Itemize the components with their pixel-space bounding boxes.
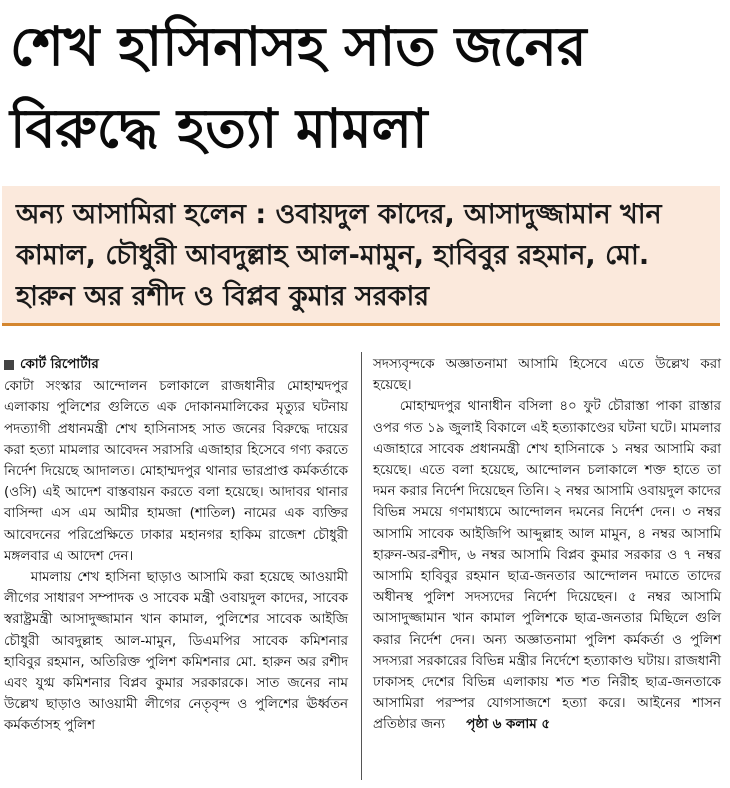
continued-on-page-marker: পৃষ্ঠা ৬ কলাম ৫ bbox=[466, 717, 551, 733]
deck-box bbox=[2, 186, 720, 326]
headline-line-2: বিরুদ্ধে হত্যা মামলা bbox=[10, 97, 428, 160]
body-paragraph-text: মোহাম্মদপুর থানাধীন বসিলা ৪০ ফুট চৌরাস্তা পাকা রাস্তার ওপর গত ১৯ জুলাই বিকালে এই হত্যাকাণ্ডের ঘটনা ঘটে। মামলার এজাহারে সাবেক প্রধানমন্ত্রী শেখ হাসিনাকে ১ নম্বর আসামি করা হয়েছে। এতে বলা হয়েছে, আন্দোলন চলাকালে শক্ত হাতে তা দমন করার নির্দেশ দিয়েছেন তিনি। ২ নম্বর আসামি ওবায়দুল কাদের বিভিন্ন সময়ে গণমাধ্যমে আন্দোলন দমনের নির্দেশ দেন। ৩ নম্বর আসামি সাবেক আইজিপি আব্দুল্লাহ আল মামুন, ৪ নম্বর আসামি হারুন-অর-রশীদ, ৬ নম্বর আসামি বিপ্লব কুমার সরকার ও ৭ নম্বর আসামি হাবিবুর রহমান ছাত্র-জনতার আন্দোলন দমাতে তাদের অধীনস্থ পুলিশ সদস্যদের নির্দেশ দিয়েছেন। ৫ নম্বর আসামি আসাদুজ্জামান খান কামাল পুলিশকে ছাত্র-জনতার মিছিলে গুলি করার নির্দেশ দেন। অন্য অজ্ঞাতনামা পুলিশ কর্মকর্তা ও পুলিশ সদস্যরা সরকারের বিভিন্ন মন্ত্রীর নির্দেশে হত্যাকাণ্ড ঘটায়। রাজধানী ঢাকাসহ দেশের বিভিন্ন এলাকায় শত শত নিরীহ ছাত্র-জনতাকে আসামিরা পরস্পর যোগসাজশে হত্যা করে। আইনের শাসন প্রতিষ্ঠার জন্য bbox=[373, 399, 721, 733]
headline-block bbox=[0, 0, 730, 180]
body-paragraph bbox=[373, 396, 721, 735]
headline-line-1: শেখ হাসিনাসহ সাত জনের bbox=[10, 15, 587, 78]
byline-label: কোর্ট রিপোর্টার bbox=[20, 357, 99, 372]
column-divider bbox=[361, 352, 362, 780]
body-paragraph: সদস্যবৃন্দকে অজ্ঞাতনামা আসামি হিসেবে এতে উল্লেখ করা হয়েছে। bbox=[373, 357, 721, 394]
square-bullet-icon bbox=[4, 360, 14, 370]
article-column-left bbox=[4, 354, 348, 737]
body-paragraph: কোটা সংস্কার আন্দোলন চলাকালে রাজধানীর মোহাম্মদপুর এলাকায় পুলিশের গুলিতে এক দোকানমালিকের মৃত্যুর ঘটনায় পদত্যাগী প্রধানমন্ত্রী শেখ হাসিনাসহ সাত জনের বিরুদ্ধে দায়ের করা হত্যা মামলার আবেদন সরাসরি এজাহার হিসেবে গণ্য করতে নির্দেশ দিয়েছে আদালত। মোহাম্মদপুর থানার ভারপ্রাপ্ত কর্মকর্তাকে (ওসি) এই আদেশ বাস্তবায়ন করতে বলা হয়েছে। আদাবর থানার বাসিন্দা এস এম আমীর হামজা (শাতিল) নামের এক ব্যক্তির আবেদনের পরিপ্রেক্ষিতে ঢাকার মহানগর হাকিম রাজেশ চৌধুরী মঙ্গলবার এ আদেশ দেন। bbox=[4, 379, 348, 564]
deck-text: অন্য আসামিরা হলেন : ওবায়দুল কাদের, আসাদুজ্জামান খান কামাল, চৌধুরী আবদুল্লাহ আল-মামুন, হাবিবুর রহমান, মো. হারুন অর রশীদ ও বিপ্লব কুমার সরকার bbox=[16, 199, 662, 312]
body-paragraph: মামলায় শেখ হাসিনা ছাড়াও আসামি করা হয়েছে আওয়ামী লীগের সাধারণ সম্পাদক ও সাবেক মন্ত্রী ওবায়দুল কাদের, সাবেক স্বরাষ্ট্রমন্ত্রী আসাদুজ্জামান খান কামাল, পুলিশের সাবেক আইজি চৌধুরী আবদুল্লাহ আল-মামুন, ডিএমপির সাবেক কমিশনার হাবিবুর রহমান, অতিরিক্ত পুলিশ কমিশনার মো. হারুন অর রশীদ এবং যুগ্ম কমিশনার বিপ্লব কুমার সরকারকে। সাত জনের নাম উল্লেখ ছাড়াও আওয়ামী লীগের নেতৃবৃন্দ ও পুলিশের ঊর্ধ্বতন কর্মকর্তাসহ পুলিশ bbox=[4, 570, 348, 734]
byline bbox=[4, 354, 348, 375]
article-column-right bbox=[373, 354, 721, 736]
